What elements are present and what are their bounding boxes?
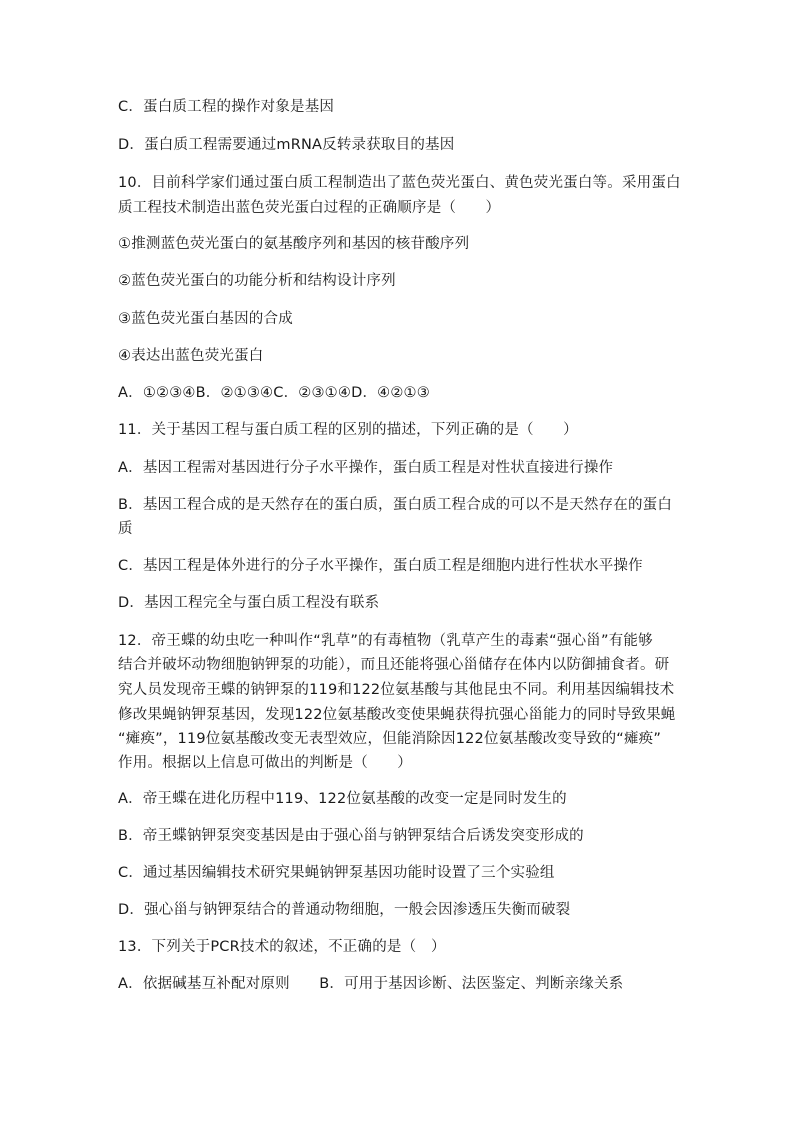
question-11: 11．关于基因工程与蛋白质工程的区别的描述，下列正确的是（ ） [118,422,578,438]
question-10-line-1: 10．目前科学家们通过蛋白质工程制造出了蓝色荧光蛋白、黄色荧光蛋白等。采用蛋白 [118,175,681,191]
question-12-line-6: 作用。根据以上信息可做出的判断是（ ） [118,755,412,771]
question-12-line-5: “瘫痪”，119位氨基酸改变无表型效应，但能消除因122位氨基酸改变导致的“瘫痪” [118,731,662,747]
step-4: ④表达出蓝色荧光蛋白 [118,348,264,364]
question-12-line-1: 12．帝王蝶的幼虫吃一种叫作“乳草”的有毒植物（乳草产生的毒素“强心甾”有能够 [118,633,653,649]
option-b-q11-line-1: B．基因工程合成的是天然存在的蛋白质，蛋白质工程合成的可以不是天然存在的蛋白 [118,497,673,513]
options-ab-q13: A．依据碱基互补配对原则 B．可用于基因诊断、法医鉴定、判断亲缘关系 [118,976,624,992]
option-a-q11: A．基因工程需对基因进行分子水平操作，蛋白质工程是对性状直接进行操作 [118,460,614,476]
option-c-q12: C．通过基因编辑技术研究果蝇钠钾泵基因功能时设置了三个实验组 [118,865,555,881]
option-d-q11: D．基因工程完全与蛋白质工程没有联系 [118,595,380,611]
option-b-q12: B．帝王蝶钠钾泵突变基因是由于强心甾与钠钾泵结合后诱发突变形成的 [118,828,584,844]
question-12-line-2: 结合并破坏动物细胞钠钾泵的功能），而且还能将强心甾储存在体内以防御捕食者。研 [118,657,670,673]
step-1: ①推测蓝色荧光蛋白的氨基酸序列和基因的核苷酸序列 [118,236,470,252]
option-c-q9: C．蛋白质工程的操作对象是基因 [118,99,335,115]
question-13: 13．下列关于PCR技术的叙述，不正确的是（ ） [118,939,446,955]
question-12-line-4: 修改果蝇钠钾泵基因，发现122位氨基酸改变使果蝇获得抗强心甾能力的同时导致果蝇 [118,707,676,723]
option-d-q12: D．强心甾与钠钾泵结合的普通动物细胞，一般会因渗透压失衡而破裂 [118,902,571,918]
question-10-line-2: 质工程技术制造出蓝色荧光蛋白过程的正确顺序是（ ） [118,200,501,216]
options-q10: A．①②③④B．②①③④C．②③①④D．④②①③ [118,385,430,401]
option-a-q12: A．帝王蝶在进化历程中119、122位氨基酸的改变一定是同时发生的 [118,791,567,807]
option-d-q9: D．蛋白质工程需要通过mRNA反转录获取目的基因 [118,137,455,153]
option-b-q11-line-2: 质 [118,521,133,537]
question-12-line-3: 究人员发现帝王蝶的钠钾泵的119和122位氨基酸与其他昆虫不同。利用基因编辑技术 [118,682,675,698]
step-2: ②蓝色荧光蛋白的功能分析和结构设计序列 [118,273,396,289]
step-3: ③蓝色荧光蛋白基因的合成 [118,311,293,327]
option-c-q11: C．基因工程是体外进行的分子水平操作，蛋白质工程是细胞内进行性状水平操作 [118,558,643,574]
